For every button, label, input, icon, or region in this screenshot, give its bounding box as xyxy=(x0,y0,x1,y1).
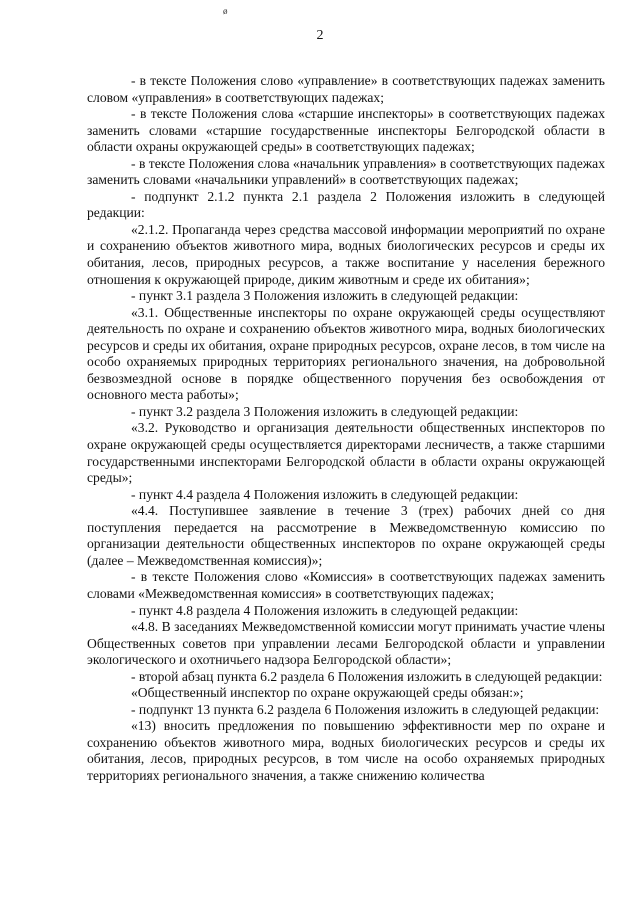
paragraph: - в тексте Положения слово «Комиссия» в соответствующих падежах заменить словами «Межведомственная комиссия» в соответствующих падежах; xyxy=(87,569,605,601)
paragraph: «3.1. Общественные инспекторы по охране окружающей среды осуществляют деятельность по охране и сохранению объектов животного мира, водных биологических ресурсов и среды их обитания, охране природных ресурсов, охране лесов, в том числе на особо охраняемых природных территориях регионального значения, на добровольной безвозмездной основе в порядке общественного поручения без освобождения от основного места работы»; xyxy=(87,304,605,403)
paragraph: «4.8. В заседаниях Межведомственной комиссии могут принимать участие члены Общественных советов при управлении лесами Белгородской области и управлении экологического и охотничьего надзора Белгородской области»; xyxy=(87,619,605,668)
paragraph: - в тексте Положения слово «управление» в соответствующих падежах заменить словом «управления» в соответствующих падежах; xyxy=(87,73,605,105)
page-number: 2 xyxy=(316,28,324,43)
paragraph: - пункт 4.4 раздела 4 Положения изложить в следующей редакции: xyxy=(131,486,519,502)
paragraph: - пункт 4.8 раздела 4 Положения изложить в следующей редакции: xyxy=(131,602,519,618)
document-body xyxy=(87,73,605,785)
paragraph: «Общественный инспектор по охране окружающей среды обязан:»; xyxy=(131,685,524,701)
paragraph: - пункт 3.2 раздела 3 Положения изложить в следующей редакции: xyxy=(131,403,519,419)
paragraph: «4.4. Поступившее заявление в течение 3 (трех) рабочих дней со дня поступления передается на рассмотрение в Межведомственную комиссию по организации деятельности общественных инспекторов по охране окружающей среды (далее – Межведомственная комиссия)»; xyxy=(87,503,605,568)
paragraph: - в тексте Положения слова «старшие инспекторы» в соответствующих падежах заменить словами «старшие государственные инспекторы Белгородской области в области охраны окружающей среды» в соответствующих падежах; xyxy=(87,106,605,155)
paragraph: «13) вносить предложения по повышению эффективности мер по охране и сохранению объектов животного мира, водных биологических ресурсов и среды их обитания, лесов, природных ресурсов, в том числе на особо охраняемых природных территориях регионального значения, а также снижению количества xyxy=(87,718,605,783)
paragraph: - подпункт 13 пункта 6.2 раздела 6 Положения изложить в следующей редакции: xyxy=(131,701,600,717)
paragraph: «3.2. Руководство и организация деятельности общественных инспекторов по охране окружающей среды осуществляется директорами лесничеств, а также старшими государственными инспекторами Белгородской области в области охраны окружающей среды»; xyxy=(87,420,605,486)
paragraph: - подпункт 2.1.2 пункта 2.1 раздела 2 Положения изложить в следующей редакции: xyxy=(87,188,605,221)
paragraph: «2.1.2. Пропаганда через средства массовой информации мероприятий по охране и сохранению объектов животного мира, водных биологических ресурсов и среды их обитания, лесов, природных ресурсов, а также воспитание у населения бережного отношения к окружающей природе, диким животным и среде их обитания»; xyxy=(87,221,605,287)
paragraph: - пункт 3.1 раздела 3 Положения изложить в следующей редакции: xyxy=(131,288,519,304)
paragraph: - второй абзац пункта 6.2 раздела 6 Положения изложить в следующей редакции: xyxy=(131,668,603,684)
scan-artifact: ø xyxy=(223,6,228,16)
paragraph: - в тексте Положения слова «начальник управления» в соответствующих падежах заменить словами «начальники управлений» в соответствующих падежах; xyxy=(87,155,605,188)
